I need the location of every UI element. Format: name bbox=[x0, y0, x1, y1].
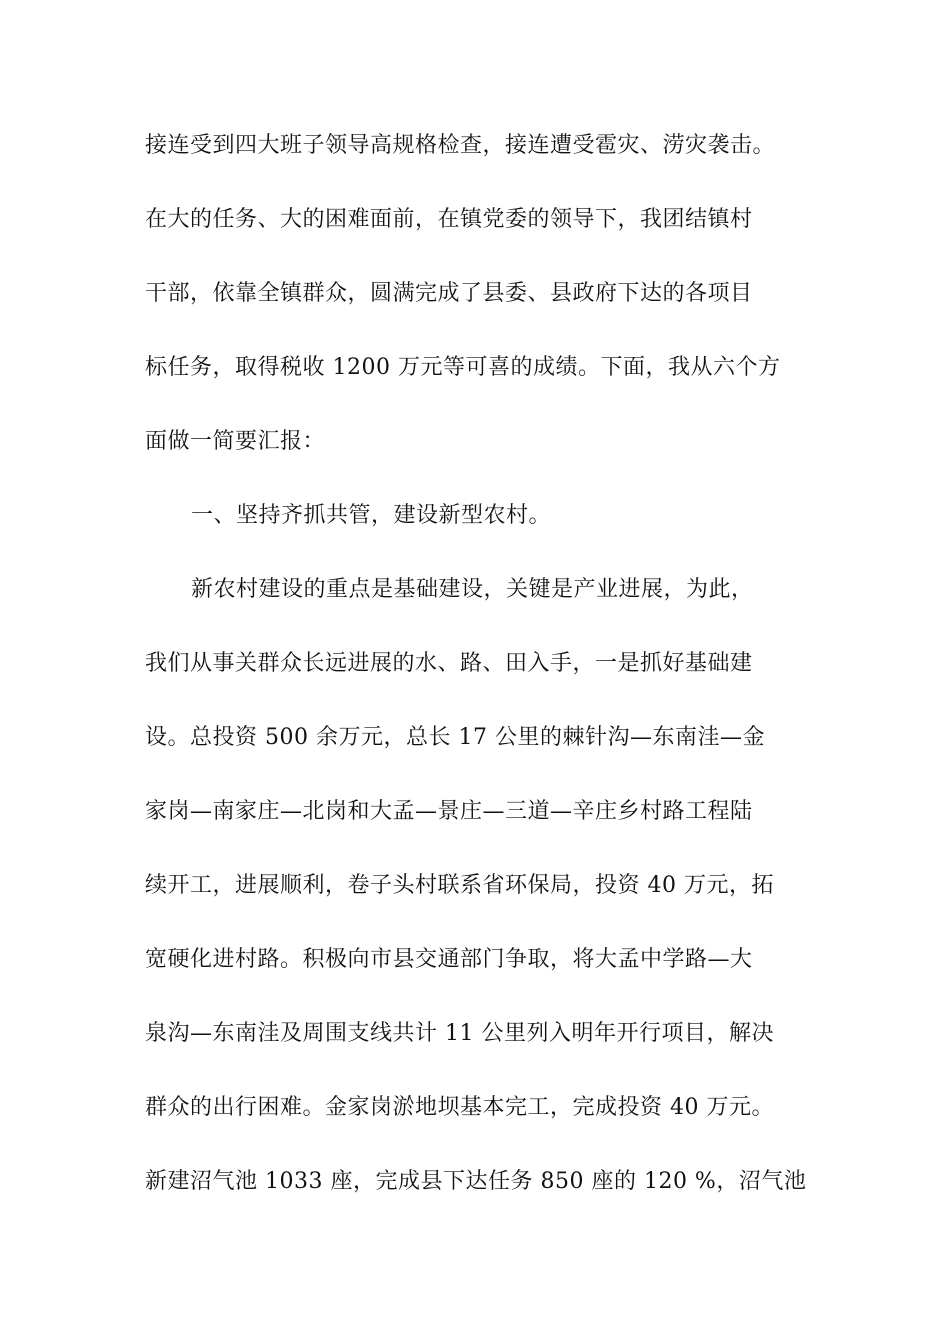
text-line: 面做一简要汇报： bbox=[145, 429, 326, 454]
text-line: 新建沼气池 1033 座，完成县下达任务 850 座的 120 %，沼气池 bbox=[145, 1169, 807, 1194]
text-line: 群众的出行困难。金家岗淤地坝基本完工，完成投资 40 万元。 bbox=[145, 1095, 774, 1120]
section-heading: 一、坚持齐抓共管，建设新型农村。 bbox=[191, 503, 552, 528]
text-line: 家岗—南家庄—北岗和大孟—景庄—三道—辛庄乡村路工程陆 bbox=[145, 799, 753, 824]
text-line: 在大的任务、大的困难面前，在镇党委的领导下，我团结镇村 bbox=[145, 207, 753, 232]
paragraph-start: 新农村建设的重点是基础建设，关键是产业进展，为此， bbox=[191, 577, 754, 602]
body-text bbox=[145, 122, 815, 1232]
text-line: 接连受到四大班子领导高规格检查，接连遭受雹灾、涝灾袭击。 bbox=[145, 133, 776, 158]
text-line: 设。总投资 500 余万元，总长 17 公里的棘针沟—东南洼—金 bbox=[145, 725, 765, 750]
text-line: 续开工，进展顺利，卷子头村联系省环保局，投资 40 万元，拓 bbox=[145, 873, 774, 898]
text-line: 标任务，取得税收 1200 万元等可喜的成绩。下面，我从六个方 bbox=[145, 355, 781, 380]
text-line: 泉沟—东南洼及周围支线共计 11 公里列入明年开行项目，解决 bbox=[145, 1021, 774, 1046]
text-line: 我们从事关群众长远进展的水、路、田入手，一是抓好基础建 bbox=[145, 651, 753, 676]
text-line: 宽硬化进村路。积极向市县交通部门争取，将大孟中学路—大 bbox=[145, 947, 753, 972]
text-line: 干部，依靠全镇群众，圆满完成了县委、县政府下达的各项目 bbox=[145, 281, 753, 306]
